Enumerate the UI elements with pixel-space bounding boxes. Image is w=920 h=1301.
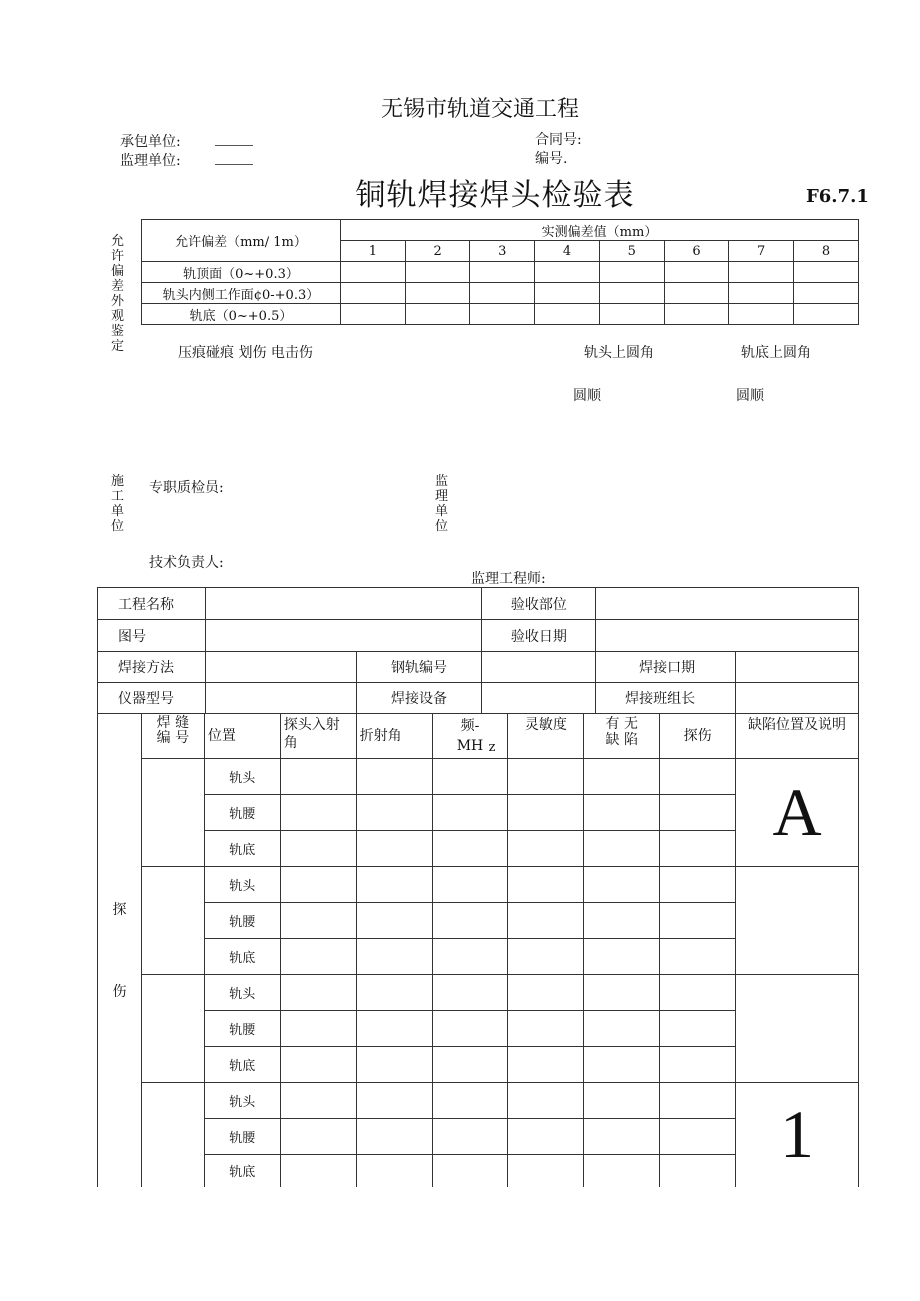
cell[interactable] [584, 759, 660, 795]
col-frequency [432, 714, 508, 759]
instrument-model-value[interactable] [205, 683, 356, 714]
cell[interactable] [405, 262, 470, 283]
rail-base-corner: 轨底上圆角 [741, 345, 811, 361]
remark-1: 1 [736, 1083, 859, 1187]
flaw-side-1: 探 [112, 902, 127, 919]
cell[interactable] [660, 867, 736, 903]
cell[interactable] [341, 304, 406, 325]
supervisor-engineer-label: 监理工程师: [471, 571, 546, 587]
remark-cell[interactable] [736, 867, 859, 975]
rail-head-corner: 轨头上圆角 [584, 345, 654, 361]
cell[interactable] [341, 262, 406, 283]
cell[interactable] [280, 1083, 356, 1119]
cell[interactable] [432, 867, 508, 903]
col-1: 1 [341, 241, 406, 262]
cell[interactable] [508, 795, 584, 831]
cell[interactable] [508, 939, 584, 975]
cell[interactable] [660, 831, 736, 867]
cell[interactable] [664, 304, 729, 325]
cell[interactable] [584, 1155, 660, 1187]
col-probe-angle: 探头入射角 [280, 714, 356, 759]
col-7: 7 [729, 241, 794, 262]
cell[interactable] [729, 304, 794, 325]
allow-header: 允许偏差（mm/ 1m） [142, 220, 341, 262]
col-6: 6 [664, 241, 729, 262]
cell[interactable] [280, 975, 356, 1011]
cell[interactable] [356, 1119, 432, 1155]
cell[interactable] [664, 262, 729, 283]
project-name-value[interactable] [205, 588, 482, 620]
cell[interactable] [508, 1047, 584, 1083]
cell[interactable] [584, 795, 660, 831]
col-3: 3 [470, 241, 535, 262]
cell[interactable] [432, 1047, 508, 1083]
weld-no-cell[interactable] [141, 975, 204, 1083]
cell[interactable] [584, 1083, 660, 1119]
acceptance-date-label: 验收日期 [482, 620, 596, 652]
position-head: 轨头 [204, 1083, 280, 1119]
cell[interactable] [660, 1047, 736, 1083]
acceptance-part-label: 验收部位 [482, 588, 596, 620]
cell[interactable] [280, 759, 356, 795]
col-result: 探伤 [660, 714, 736, 759]
cell[interactable] [535, 283, 600, 304]
supervision-unit-label: 监理单位 [434, 474, 448, 534]
position-web: 轨腰 [204, 1011, 280, 1047]
cell[interactable] [432, 1011, 508, 1047]
cell[interactable] [584, 1119, 660, 1155]
cell[interactable] [356, 759, 432, 795]
weld-equipment-label: 焊接设备 [356, 683, 482, 714]
cell[interactable] [356, 975, 432, 1011]
cell[interactable] [794, 283, 859, 304]
cell[interactable] [432, 1083, 508, 1119]
weld-team-leader-value[interactable] [736, 683, 859, 714]
col-5: 5 [599, 241, 664, 262]
col-freq-a: 频- [460, 718, 480, 734]
cell[interactable] [584, 867, 660, 903]
cell[interactable] [599, 283, 664, 304]
position-web: 轨腰 [204, 1119, 280, 1155]
cell[interactable] [280, 939, 356, 975]
cell[interactable] [432, 1119, 508, 1155]
cell[interactable] [508, 1155, 584, 1187]
cell[interactable] [405, 304, 470, 325]
cell[interactable] [356, 1155, 432, 1187]
cell[interactable] [660, 795, 736, 831]
position-head: 轨头 [204, 759, 280, 795]
cell[interactable] [280, 903, 356, 939]
cell[interactable] [508, 831, 584, 867]
contractor-field [120, 131, 253, 151]
acceptance-part-value[interactable] [596, 588, 859, 620]
contractor-label: 承包单位: [120, 134, 181, 150]
flaw-table [97, 713, 859, 1187]
cell[interactable] [280, 795, 356, 831]
cell[interactable] [432, 795, 508, 831]
cell[interactable] [660, 1119, 736, 1155]
project-name-label: 工程名称 [98, 588, 206, 620]
position-web: 轨腰 [204, 795, 280, 831]
cell[interactable] [280, 831, 356, 867]
drawing-no-label: 图号 [98, 620, 206, 652]
cell[interactable] [356, 939, 432, 975]
cell[interactable] [356, 1047, 432, 1083]
weld-date-label: 焊接口期 [596, 652, 736, 683]
cell[interactable] [584, 903, 660, 939]
cell[interactable] [280, 867, 356, 903]
instrument-model-label: 仪器型号 [98, 683, 206, 714]
cell[interactable] [508, 975, 584, 1011]
position-web: 轨腰 [204, 903, 280, 939]
contract-no-label: 合同号: [535, 132, 582, 148]
flaw-side-2: 伤 [112, 984, 127, 1001]
cell[interactable] [794, 304, 859, 325]
tolerance-table [141, 219, 859, 325]
col-freq-b: MH [456, 738, 484, 754]
col-freq-c: z [488, 740, 496, 755]
col-8: 8 [794, 241, 859, 262]
col-sensitivity: 灵敏度 [508, 714, 584, 759]
cell[interactable] [432, 1155, 508, 1187]
col-defect-a: 有 无 [605, 716, 638, 732]
cell[interactable] [599, 262, 664, 283]
cell[interactable] [660, 903, 736, 939]
cell[interactable] [280, 1011, 356, 1047]
weld-date-value[interactable] [736, 652, 859, 683]
col-weld-no [141, 714, 204, 759]
position-base: 轨底 [204, 1155, 280, 1187]
cell[interactable] [664, 283, 729, 304]
cell[interactable] [508, 1011, 584, 1047]
remark-a: A [736, 759, 859, 867]
cell[interactable] [508, 867, 584, 903]
tech-lead-label: 技术负责人: [149, 555, 224, 571]
measured-header: 实测偏差值（mm） [341, 220, 859, 241]
flaw-side-label [98, 714, 142, 1187]
drawing-no-value[interactable] [205, 620, 482, 652]
weld-equipment-value[interactable] [482, 683, 596, 714]
construction-unit-label: 施工单位 [110, 474, 124, 534]
position-base: 轨底 [204, 939, 280, 975]
cell[interactable] [584, 939, 660, 975]
cell[interactable] [508, 903, 584, 939]
remark-cell[interactable] [736, 975, 859, 1083]
cell[interactable] [660, 975, 736, 1011]
col-4: 4 [535, 241, 600, 262]
tolerance-side-label: 允许偏差外观鉴定 [110, 234, 124, 354]
cell[interactable] [432, 831, 508, 867]
supervisor-label: 监理单位: [120, 153, 181, 169]
position-head: 轨头 [204, 975, 280, 1011]
weld-method-label: 焊接方法 [98, 652, 206, 683]
cell[interactable] [794, 262, 859, 283]
organization-title: 无锡市轨道交通工程 [380, 97, 579, 122]
cell[interactable] [280, 1155, 356, 1187]
cell[interactable] [508, 1119, 584, 1155]
cell[interactable] [535, 304, 600, 325]
cell[interactable] [660, 1155, 736, 1187]
cell[interactable] [356, 1011, 432, 1047]
cell[interactable] [535, 262, 600, 283]
cell[interactable] [470, 304, 535, 325]
form-code: F6.7.1 [806, 186, 869, 207]
smooth-head: 圆顺 [573, 388, 601, 404]
col-defect [584, 714, 660, 759]
weld-method-value[interactable] [205, 652, 356, 683]
cell[interactable] [729, 283, 794, 304]
smooth-base: 圆顺 [736, 388, 764, 404]
cell[interactable] [508, 759, 584, 795]
cell[interactable] [584, 831, 660, 867]
col-position: 位置 [204, 714, 280, 759]
contractor-blank[interactable] [215, 133, 253, 146]
position-base: 轨底 [204, 1047, 280, 1083]
col-defect-b: 缺 陷 [605, 732, 638, 748]
appearance-items: 压痕碰痕 划伤 电击伤 [178, 345, 313, 361]
cell[interactable] [729, 262, 794, 283]
rail-no-value[interactable] [482, 652, 596, 683]
weld-no-cell[interactable] [141, 867, 204, 975]
inspector-label: 专职质检员: [149, 480, 224, 496]
weld-no-cell[interactable] [141, 759, 204, 867]
cell[interactable] [432, 939, 508, 975]
cell[interactable] [280, 1119, 356, 1155]
cell[interactable] [470, 262, 535, 283]
supervisor-field [120, 150, 253, 170]
number-label: 编号. [535, 151, 568, 167]
row-rail-head-inner: 轨头内侧工作面¢0-+0.3） [142, 283, 341, 304]
cell[interactable] [356, 903, 432, 939]
weld-no-cell[interactable] [141, 1083, 204, 1187]
cell[interactable] [356, 831, 432, 867]
cell[interactable] [356, 867, 432, 903]
cell[interactable] [660, 759, 736, 795]
cell[interactable] [356, 795, 432, 831]
row-rail-top: 轨顶面（0~+0.3） [142, 262, 341, 283]
info-table [97, 587, 859, 714]
position-base: 轨底 [204, 831, 280, 867]
cell[interactable] [432, 903, 508, 939]
cell[interactable] [599, 304, 664, 325]
col-weld-no-a: 焊 缝 [156, 715, 190, 731]
cell[interactable] [470, 283, 535, 304]
supervisor-blank[interactable] [215, 152, 253, 165]
cell[interactable] [660, 939, 736, 975]
cell[interactable] [341, 283, 406, 304]
row-rail-base: 轨底（0~+0.5） [142, 304, 341, 325]
cell[interactable] [508, 1083, 584, 1119]
acceptance-date-value[interactable] [596, 620, 859, 652]
col-remarks: 缺陷位置及说明 [736, 714, 859, 759]
col-weld-no-b: 编 号 [156, 730, 190, 746]
cell[interactable] [356, 1083, 432, 1119]
weld-team-leader-label: 焊接班组长 [596, 683, 736, 714]
form-title: 铜轨焊接焊头检验表 [355, 178, 635, 213]
rail-no-label: 钢轨编号 [356, 652, 482, 683]
cell[interactable] [584, 975, 660, 1011]
cell[interactable] [280, 1047, 356, 1083]
cell[interactable] [584, 1047, 660, 1083]
cell[interactable] [405, 283, 470, 304]
position-head: 轨头 [204, 867, 280, 903]
cell[interactable] [660, 1011, 736, 1047]
cell[interactable] [584, 1011, 660, 1047]
col-refraction: 折射角 [356, 714, 432, 759]
cell[interactable] [432, 759, 508, 795]
cell[interactable] [660, 1083, 736, 1119]
col-2: 2 [405, 241, 470, 262]
cell[interactable] [432, 975, 508, 1011]
